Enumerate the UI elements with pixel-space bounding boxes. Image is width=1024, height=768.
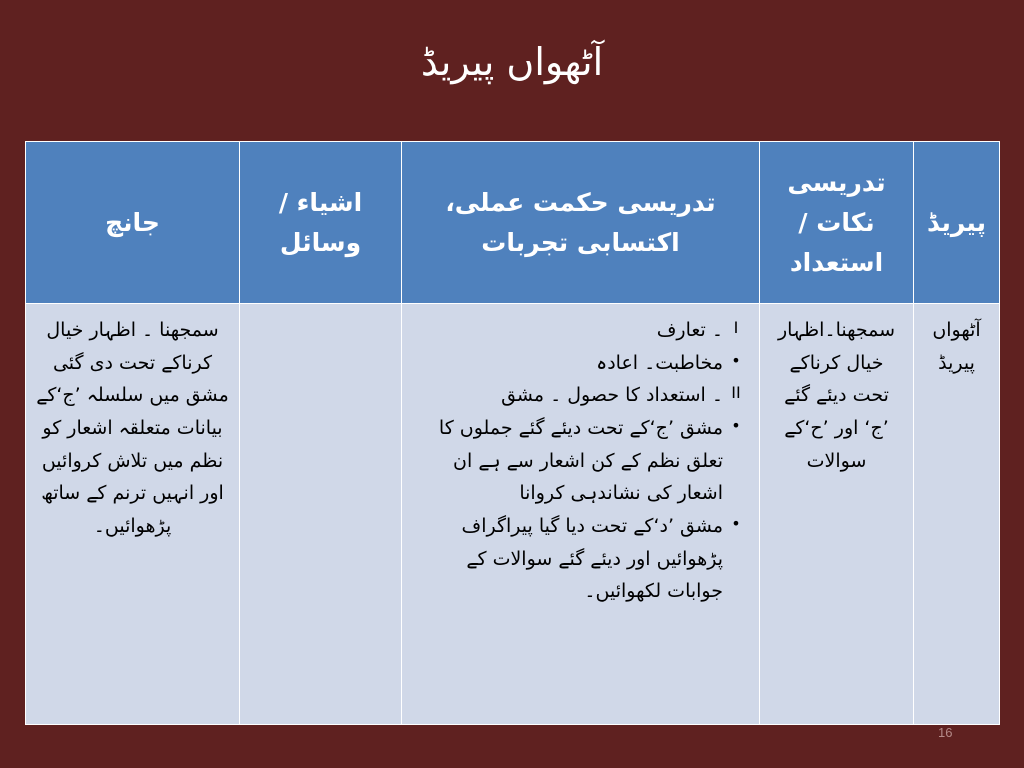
- list-item: [412, 412, 749, 510]
- cell-materials: [240, 304, 402, 725]
- list-item: [412, 347, 749, 380]
- list-item: [412, 510, 749, 608]
- roman-numeral-marker: I: [733, 318, 739, 337]
- cell-period: آٹھواں پیریڈ: [914, 304, 1000, 725]
- list-item: [412, 314, 749, 347]
- strategy-text: ۔ تعارف: [656, 319, 723, 341]
- bullet-icon: •: [731, 350, 741, 370]
- strategy-text: ۔ استعداد کا حصول ۔ مشق: [501, 384, 723, 407]
- header-row: [26, 142, 1000, 304]
- header-period: پیریڈ: [914, 142, 1000, 304]
- cell-check: سمجھنا ۔ اظہار خیال کرناکے تحت دی گئی مشق میں سلسلہ ’ج‘کے بیانات متعلقہ اشعار کو نظم میں تلاش کروائیں اور انہیں ترنم کے ساتھ پڑھوائیں۔: [26, 304, 240, 725]
- header-strategy: تدریسی حکمت عملی، اکتسابی تجربات: [402, 142, 760, 304]
- header-aims: تدریسی نکات / استعداد: [760, 142, 914, 304]
- header-materials: اشیاء /وسائل: [240, 142, 402, 304]
- strategy-text: مشق ’د‘کے تحت دیا گیا پیراگراف پڑھوائیں اور دیئے گئے سوالات کے جوابات لکھوائیں۔: [461, 515, 723, 603]
- strategy-list: [412, 314, 749, 608]
- cell-aims: سمجھنا۔اظہار خیال کرناکے تحت دیئے گئے ’ج‘ اور ’ح‘کے سوالات: [760, 304, 914, 725]
- roman-numeral-marker: II: [731, 383, 741, 403]
- table-row: [26, 304, 1000, 725]
- list-item: [412, 379, 749, 412]
- bullet-icon: •: [731, 416, 741, 436]
- lesson-plan-table: [25, 141, 1000, 725]
- slide-title: آٹھواں پیریڈ: [420, 40, 604, 84]
- page-number: 16: [938, 725, 953, 740]
- bullet-icon: •: [731, 514, 741, 534]
- header-check: جانچ: [26, 142, 240, 304]
- strategy-text: مخاطبت۔ اعادہ: [596, 351, 723, 374]
- cell-strategy: [402, 304, 760, 725]
- strategy-text: مشق ’ج‘کے تحت دیئے گئے جملوں کا تعلق نظم کے کن اشعار سے ہے ان اشعار کی نشاندہی کروانا: [438, 417, 723, 505]
